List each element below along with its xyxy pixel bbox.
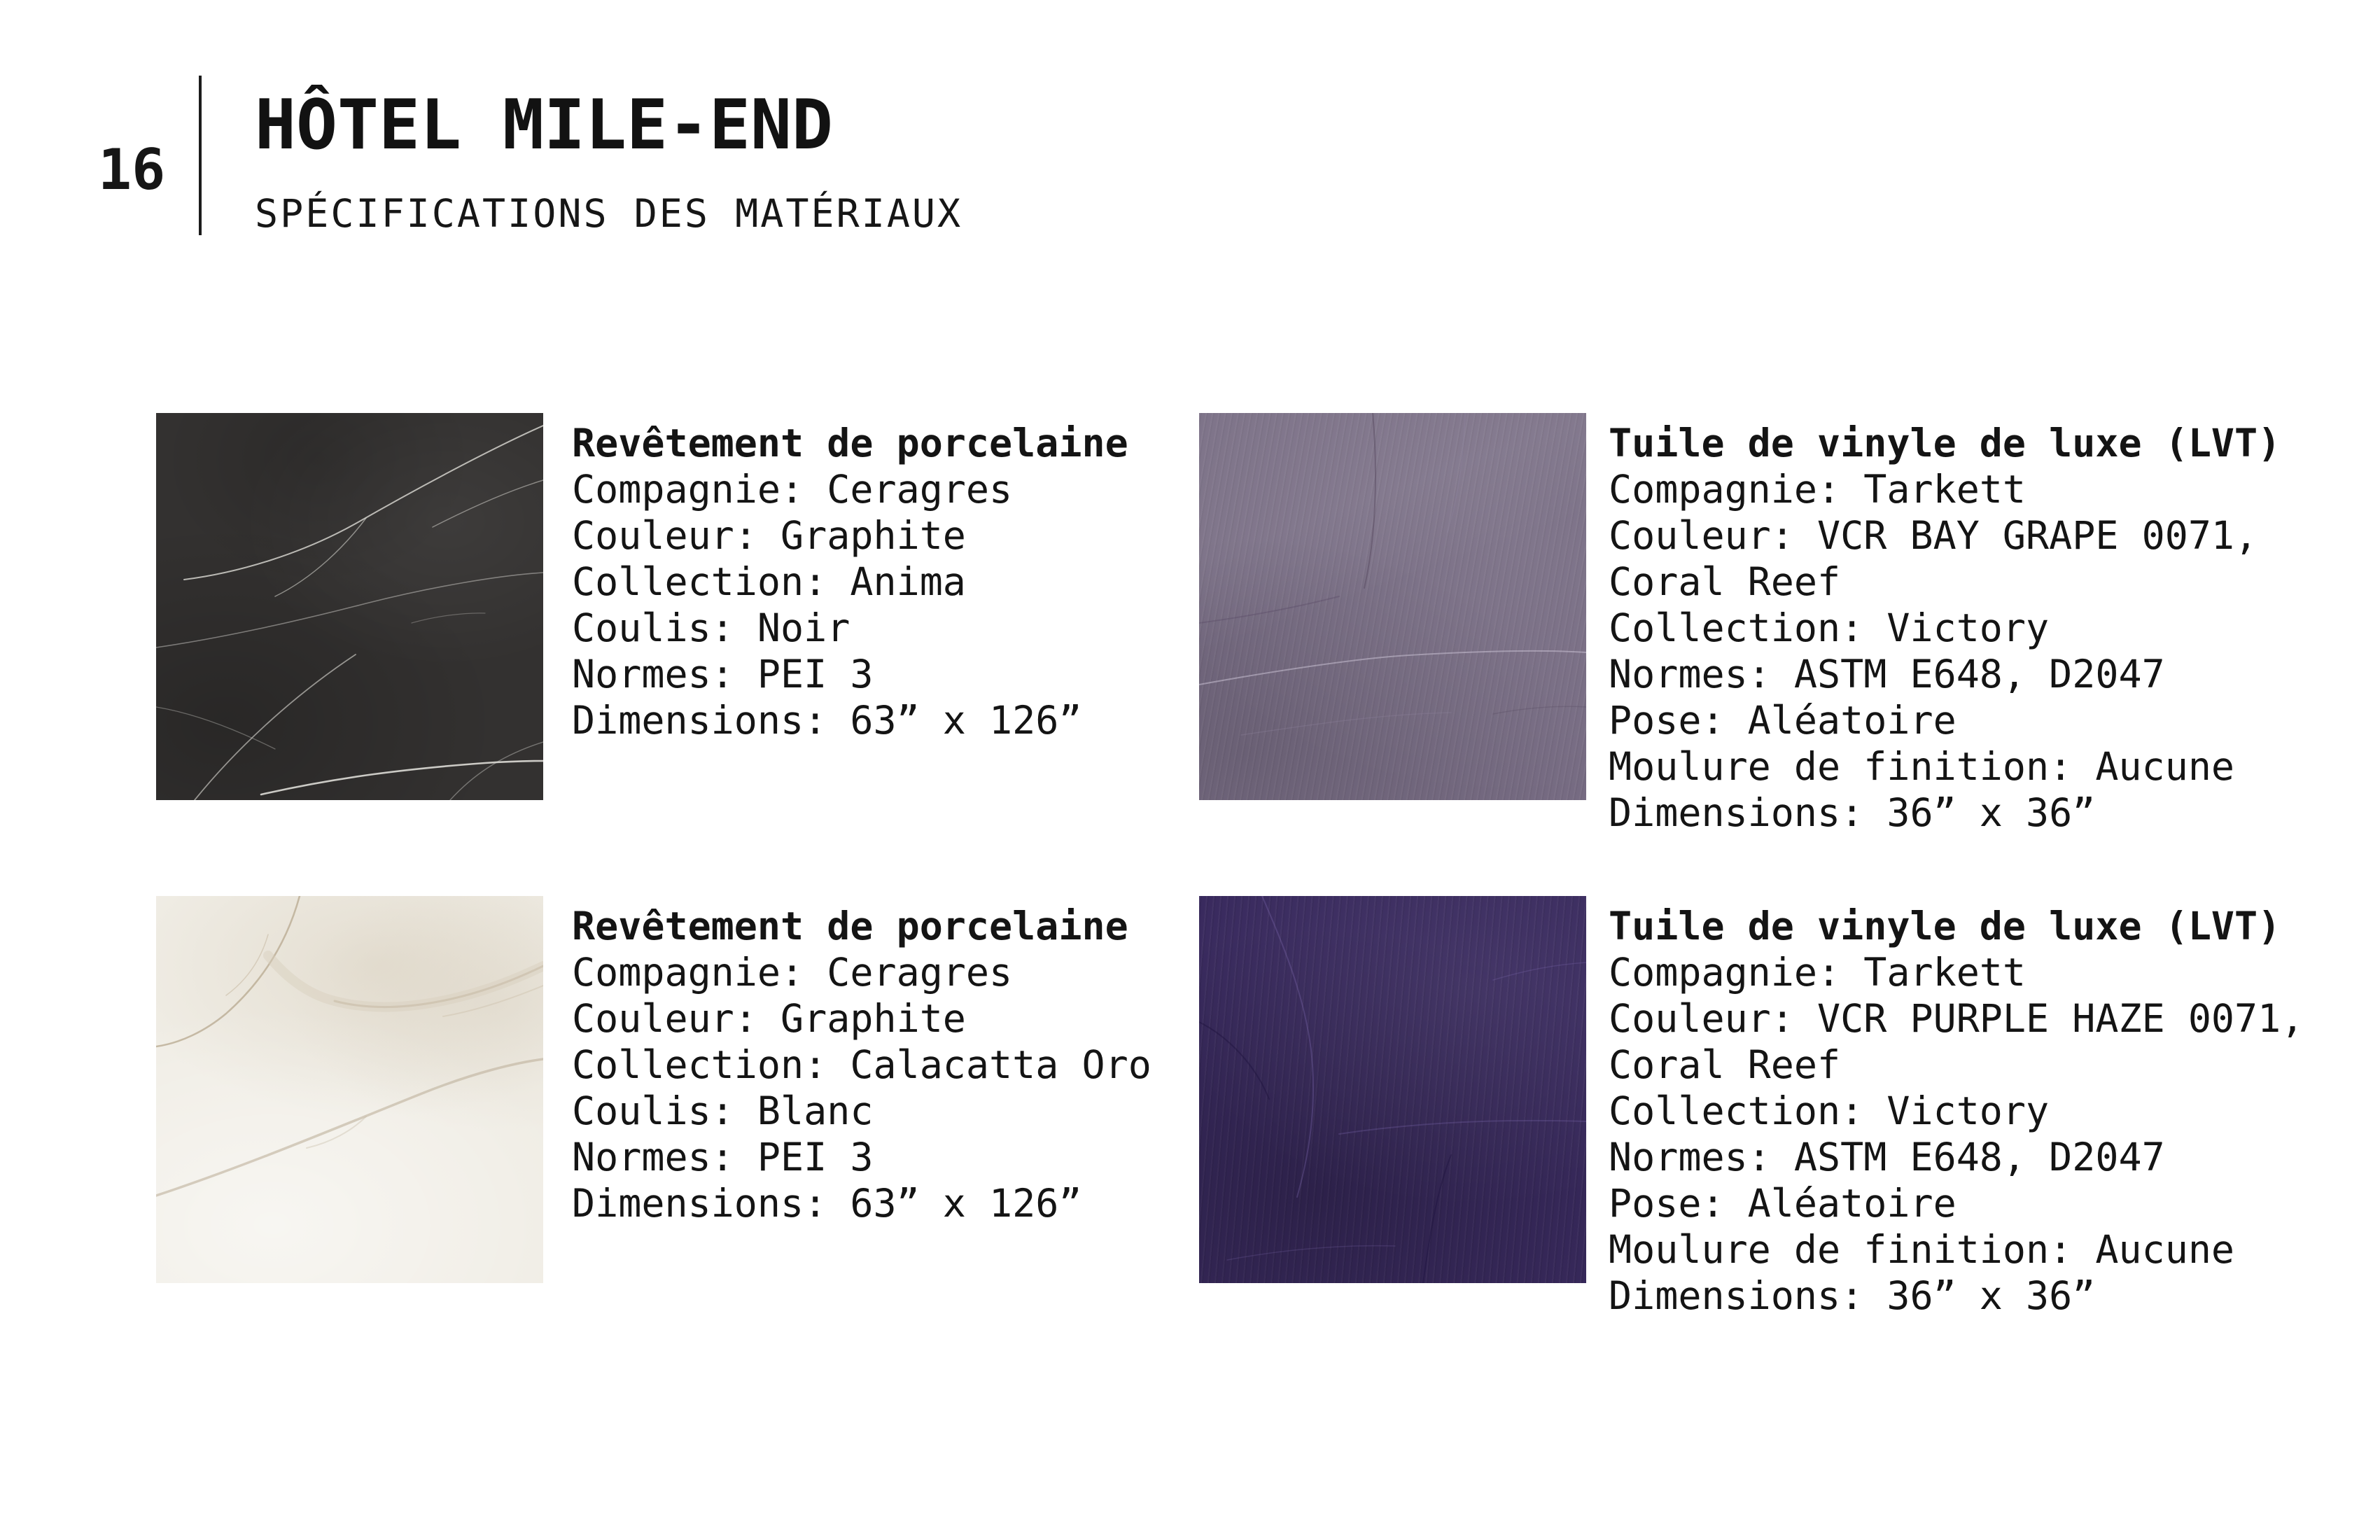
spec-line: Coulis: Noir xyxy=(572,606,850,650)
material-specs xyxy=(1609,420,2312,836)
spec-line: Compagnie: Ceragres xyxy=(572,467,1013,512)
graphite-marble-swatch xyxy=(156,413,543,800)
graphite-marble-veins-graphic xyxy=(156,413,543,800)
page-title: HÔTEL MILE-END xyxy=(255,85,834,165)
bay-grape-lvt-swatch xyxy=(1199,413,1586,800)
spec-line: Coulis: Blanc xyxy=(572,1088,874,1133)
spec-line: Moulure de finition: Aucune xyxy=(1609,1227,2235,1272)
material-title: Revêtement de porcelaine xyxy=(572,904,1128,948)
page-subtitle: SPÉCIFICATIONS DES MATÉRIAUX xyxy=(255,191,963,236)
material-card-calacatta-porcelain xyxy=(156,896,1346,1386)
spec-line: Couleur: Graphite xyxy=(572,513,966,558)
material-specs xyxy=(1609,903,2312,1319)
material-card-bay-grape-lvt xyxy=(1199,413,2380,903)
spec-line: Dimensions: 36” x 36” xyxy=(1609,790,2096,835)
purple-haze-lvt-swatch xyxy=(1199,896,1586,1283)
spec-line: Dimensions: 36” x 36” xyxy=(1609,1273,2096,1318)
spec-line: Couleur: VCR BAY GRAPE 0071, Coral Reef xyxy=(1609,513,2258,604)
spec-line: Normes: PEI 3 xyxy=(572,1135,874,1180)
page-number: 16 xyxy=(98,137,166,202)
header-divider-line xyxy=(199,76,202,235)
spec-line: Couleur: VCR PURPLE HAZE 0071, Coral Reef xyxy=(1609,996,2304,1087)
spec-line: Normes: ASTM E648, D2047 xyxy=(1609,652,2165,696)
spec-line: Pose: Aléatoire xyxy=(1609,1181,1956,1226)
material-specs xyxy=(572,420,1275,743)
spec-line: Normes: ASTM E648, D2047 xyxy=(1609,1135,2165,1180)
spec-line: Collection: Victory xyxy=(1609,1088,2050,1133)
spec-line: Dimensions: 63” x 126” xyxy=(572,698,1082,743)
spec-line: Compagnie: Tarkett xyxy=(1609,950,2026,995)
spec-line: Compagnie: Ceragres xyxy=(572,950,1013,995)
spec-line: Compagnie: Tarkett xyxy=(1609,467,2026,512)
material-specs xyxy=(572,903,1275,1226)
spec-line: Collection: Victory xyxy=(1609,606,2050,650)
spec-line: Collection: Calacatta Oro xyxy=(572,1042,1152,1087)
material-title: Tuile de vinyle de luxe (LVT) xyxy=(1609,421,2281,465)
spec-line: Dimensions: 63” x 126” xyxy=(572,1181,1082,1226)
calacatta-marble-swatch xyxy=(156,896,543,1283)
spec-line: Moulure de finition: Aucune xyxy=(1609,744,2235,789)
material-card-graphite-porcelain xyxy=(156,413,1346,903)
material-card-purple-haze-lvt xyxy=(1199,896,2380,1386)
spec-line: Collection: Anima xyxy=(572,559,966,604)
spec-line: Normes: PEI 3 xyxy=(572,652,874,696)
spec-line: Couleur: Graphite xyxy=(572,996,966,1041)
spec-line: Pose: Aléatoire xyxy=(1609,698,1956,743)
calacatta-marble-veins-graphic xyxy=(156,896,543,1283)
bay-grape-slate-texture-graphic xyxy=(1199,413,1586,800)
material-title: Tuile de vinyle de luxe (LVT) xyxy=(1609,904,2281,948)
material-title: Revêtement de porcelaine xyxy=(572,421,1128,465)
purple-haze-slate-texture-graphic xyxy=(1199,896,1586,1283)
